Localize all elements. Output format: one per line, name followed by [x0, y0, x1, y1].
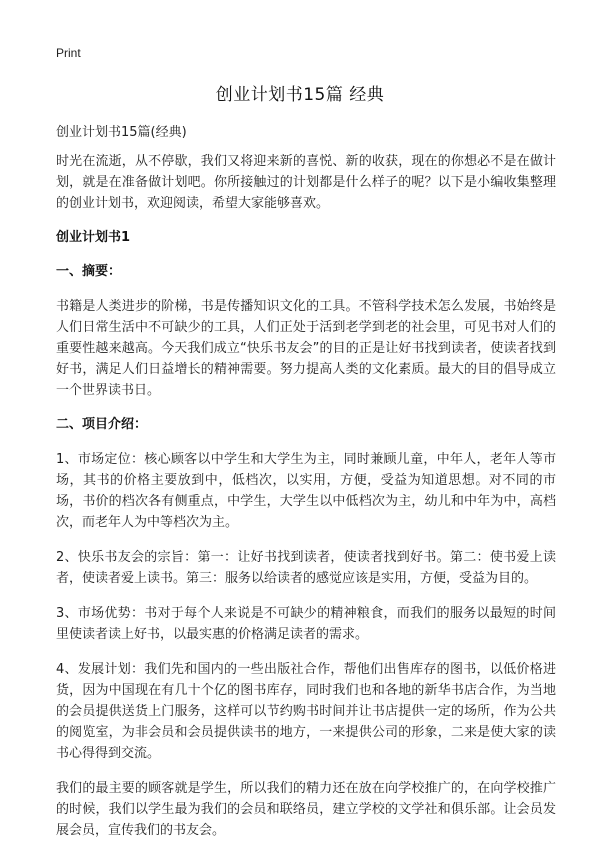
intro-paragraph: 时光在流逝，从不停歇，我们又将迎来新的喜悦、新的收获，现在的你想必不是在做计划，就是在准备做计划吧。你所接触过的计划都是什么样子的呢？以下是小编收集整理的创业计划书，欢迎阅读，希望大家能够喜欢。 [56, 154, 556, 211]
project-item-purpose: 2、快乐书友会的宗旨：第一：让好书找到读者，使读者找到好书。第二：使书爱上读者，使读者爱上读书。第三：服务以给读者的感觉应该是实用，方便，受益为目的。 [56, 550, 556, 586]
project-item-market-advantage: 3、市场优势：书对于每个人来说是不可缺少的精神粮食，而我们的服务以最短的时间里使读者读上好书，以最实惠的价格满足读者的需求。 [56, 606, 556, 642]
abstract-heading: 一、摘要： [56, 264, 122, 279]
project-item-development-plan: 4、发展计划：我们先和国内的一些出版社合作，帮他们出售库存的图书，以低价格进货，因为中国现在有几十个亿的图书库存，同时我们也和各地的新华书店合作，为当地的会员提供送货上门服务，这样可以节约购书时间并让书店提供一定的场所，作为公共的阅览室，为非会员和会员提供读书的地方，一来提供公司的形象，二来是使大家的读书心得得到交流。 [56, 662, 556, 761]
project-heading: 二、项目介绍： [56, 417, 148, 432]
document-title: 创业计划书15篇 经典 [215, 85, 385, 105]
document-body [56, 151, 556, 855]
abstract-paragraph: 书籍是人类进步的阶梯，书是传播知识文化的工具。不管科学技术怎么发展，书始终是人们日常生活中不可缺少的工具，人们正处于活到老学到老的社会里，可见书对人们的重要性越来越高。今天我们成立“快乐书友会”的目的正是让好书找到读者，使读者找到好书，满足人们日益增长的精神需要。努力提高人类的文化素质。最大的目的倡导成立一个世界读书日。 [56, 299, 556, 398]
print-link[interactable]: Print [56, 46, 81, 60]
project-item-main-customers: 我们的最主要的顾客就是学生，所以我们的精力还在放在向学校推广的，在向学校推广的时候，我们以学生最为我们的会员和联络员，建立学校的文学社和俱乐部。让会员发展会员，宣传我们的书友会。 [56, 781, 556, 838]
section-heading: 创业计划书1 [56, 230, 131, 245]
document-subtitle: 创业计划书15篇(经典) [56, 125, 187, 140]
project-item-market-position: 1、市场定位：核心顾客以中学生和大学生为主，同时兼顾儿童，中年人，老年人等市场，其书的价格主要放到中，低档次，以实用，方便，受益为知道思想。对不同的市场，书价的档次各有侧重点，中学生，大学生以中低档次为主，幼儿和中年为中，高档次，而老年人为中等档次为主。 [56, 452, 556, 530]
